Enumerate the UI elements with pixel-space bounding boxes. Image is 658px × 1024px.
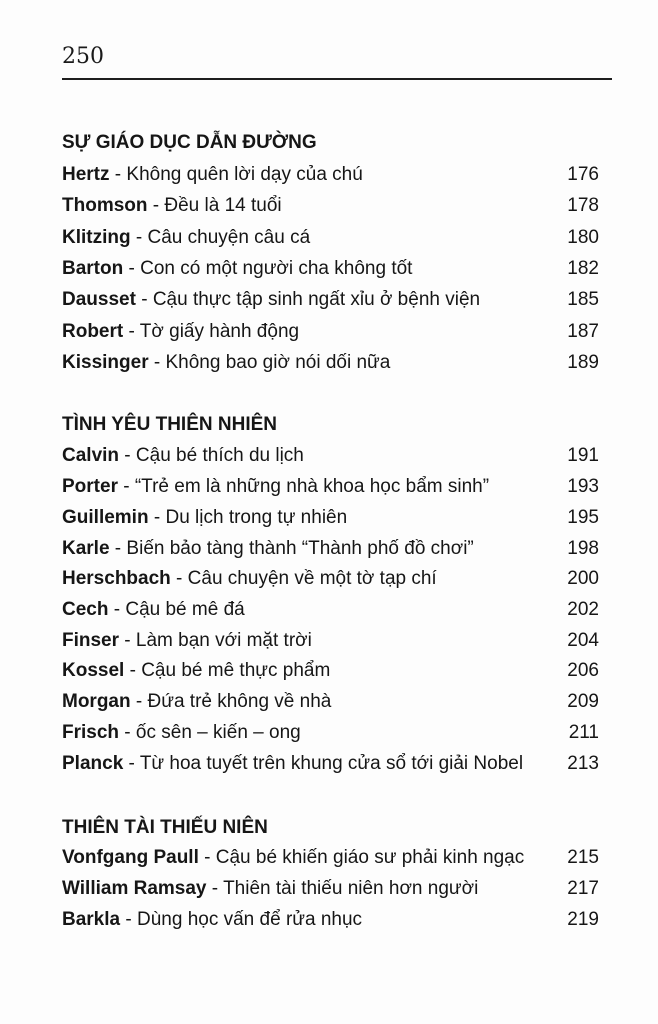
entry-separator: -: [119, 630, 136, 651]
toc-entry[interactable]: [62, 690, 599, 714]
entry-name: Vonfgang Paull: [62, 847, 199, 868]
entry-page: 219: [567, 909, 599, 930]
entry-page: 198: [567, 538, 599, 559]
entry-separator: -: [120, 909, 137, 930]
entry-separator: -: [206, 878, 224, 899]
entry-separator: -: [148, 352, 166, 373]
entry-separator: -: [147, 195, 165, 216]
toc-entry[interactable]: [62, 320, 599, 344]
entry-page: 182: [567, 258, 599, 279]
toc-entry[interactable]: [62, 163, 599, 187]
toc-entry[interactable]: [62, 506, 599, 530]
entry-page: 180: [567, 227, 599, 248]
toc-entry[interactable]: [62, 226, 599, 250]
entry-page: 204: [567, 630, 599, 651]
entry-separator: -: [135, 289, 153, 310]
toc-entry[interactable]: [62, 846, 599, 870]
entry-separator: -: [123, 753, 140, 774]
entry-separator: -: [109, 538, 127, 559]
entry-page: 209: [567, 691, 599, 712]
entry-title: Cậu bé thích du lịch: [135, 445, 304, 466]
entry-name: Hertz: [62, 164, 110, 185]
entry-title: Làm bạn với mặt trời: [135, 630, 312, 651]
entry-name: Thomson: [62, 195, 148, 216]
entry-title: Biến bảo tàng thành “Thành phố đồ chơi”: [126, 538, 474, 559]
section-heading: TÌNH YÊU THIÊN NHIÊN: [62, 414, 278, 435]
entry-title: Từ hoa tuyết trên khung cửa sổ tới giải Nobel: [139, 753, 524, 774]
entry-title: Dùng học vấn để rửa nhục: [137, 909, 363, 930]
entry-page: 217: [567, 878, 599, 899]
entry-name: Cech: [62, 599, 109, 620]
entry-page: 193: [567, 476, 599, 497]
toc-entry[interactable]: [62, 567, 599, 591]
entry-name: Kossel: [62, 660, 125, 681]
entry-title: Cậu bé mê đá: [125, 599, 245, 620]
entry-title: Tờ giấy hành động: [139, 321, 300, 342]
entry-page: 178: [567, 195, 599, 216]
entry-page: 213: [567, 753, 599, 774]
toc-entry[interactable]: [62, 444, 599, 468]
entry-title: Cậu bé khiến giáo sư phải kinh ngạc: [215, 847, 525, 868]
toc-entry[interactable]: [62, 257, 599, 281]
toc-entry[interactable]: [62, 598, 599, 622]
toc-entry[interactable]: [62, 537, 599, 561]
entry-separator: -: [119, 445, 136, 466]
entry-title: Câu chuyện câu cá: [147, 227, 311, 248]
toc-entry[interactable]: [62, 877, 599, 901]
toc-entry[interactable]: [62, 629, 599, 653]
entry-name: Karle: [62, 538, 110, 559]
entry-name: Morgan: [62, 691, 131, 712]
entry-name: Kissinger: [62, 352, 149, 373]
toc-entry[interactable]: [62, 475, 599, 499]
entry-separator: -: [130, 227, 148, 248]
header-rule: [62, 78, 612, 80]
section-heading: SỰ GIÁO DỤC DẪN ĐƯỜNG: [62, 132, 317, 153]
toc-entry[interactable]: [62, 659, 599, 683]
entry-page: 195: [567, 507, 599, 528]
entry-separator: -: [124, 660, 142, 681]
entry-title: ốc sên – kiến – ong: [135, 722, 301, 743]
entry-name: Barton: [62, 258, 124, 279]
toc-entry[interactable]: [62, 351, 599, 375]
entry-name: Planck: [62, 753, 124, 774]
entry-title: Du lịch trong tự nhiên: [165, 507, 348, 528]
entry-title: Không bao giờ nói dối nữa: [165, 352, 391, 373]
entry-name: Klitzing: [62, 227, 131, 248]
entry-separator: -: [130, 691, 148, 712]
entry-page: 187: [567, 321, 599, 342]
entry-separator: -: [170, 568, 188, 589]
entry-separator: -: [123, 321, 140, 342]
entry-separator: -: [117, 476, 135, 497]
entry-title: Câu chuyện về một tờ tạp chí: [187, 568, 437, 589]
entry-page: 189: [567, 352, 599, 373]
entry-page: 200: [567, 568, 599, 589]
entry-name: Frisch: [62, 722, 120, 743]
entry-name: Guillemin: [62, 507, 149, 528]
entry-title: Con có một người cha không tốt: [140, 258, 413, 279]
entry-title: Không quên lời dạy của chú: [126, 164, 363, 185]
entry-page: 191: [567, 445, 599, 466]
toc-entry[interactable]: [62, 752, 599, 776]
entry-title: Đều là 14 tuổi: [164, 195, 282, 216]
entry-page: 206: [567, 660, 599, 681]
entry-name: Dausset: [62, 289, 136, 310]
entry-title: Cậu bé mê thực phẩm: [141, 660, 331, 681]
entry-title: Đứa trẻ không về nhà: [147, 691, 332, 712]
entry-separator: -: [198, 847, 216, 868]
entry-name: Calvin: [62, 445, 120, 466]
entry-name: Barkla: [62, 909, 121, 930]
entry-separator: -: [119, 722, 136, 743]
entry-separator: -: [123, 258, 141, 279]
toc-entry[interactable]: [62, 288, 599, 312]
entry-separator: -: [109, 164, 127, 185]
entry-name: Robert: [62, 321, 124, 342]
entry-name: William Ramsay: [62, 878, 207, 899]
toc-entry[interactable]: [62, 194, 599, 218]
entry-name: Finser: [62, 630, 120, 651]
entry-name: Herschbach: [62, 568, 171, 589]
entry-page: 211: [568, 722, 599, 743]
entry-page: 176: [567, 164, 599, 185]
entry-page: 215: [567, 847, 599, 868]
entry-page: 185: [567, 289, 599, 310]
entry-separator: -: [148, 507, 166, 528]
entry-title: Thiên tài thiếu niên hơn người: [223, 878, 479, 899]
entry-title: “Trẻ em là những nhà khoa học bẩm sinh”: [134, 476, 490, 497]
toc-entry[interactable]: [62, 721, 599, 745]
entry-separator: -: [108, 599, 126, 620]
section-heading: THIÊN TÀI THIẾU NIÊN: [62, 817, 268, 838]
entry-name: Porter: [62, 476, 118, 497]
entry-title: Cậu thực tập sinh ngất xỉu ở bệnh viện: [152, 289, 481, 310]
entry-page: 202: [567, 599, 599, 620]
page-number: 250: [62, 44, 104, 69]
toc-entry[interactable]: [62, 908, 599, 932]
